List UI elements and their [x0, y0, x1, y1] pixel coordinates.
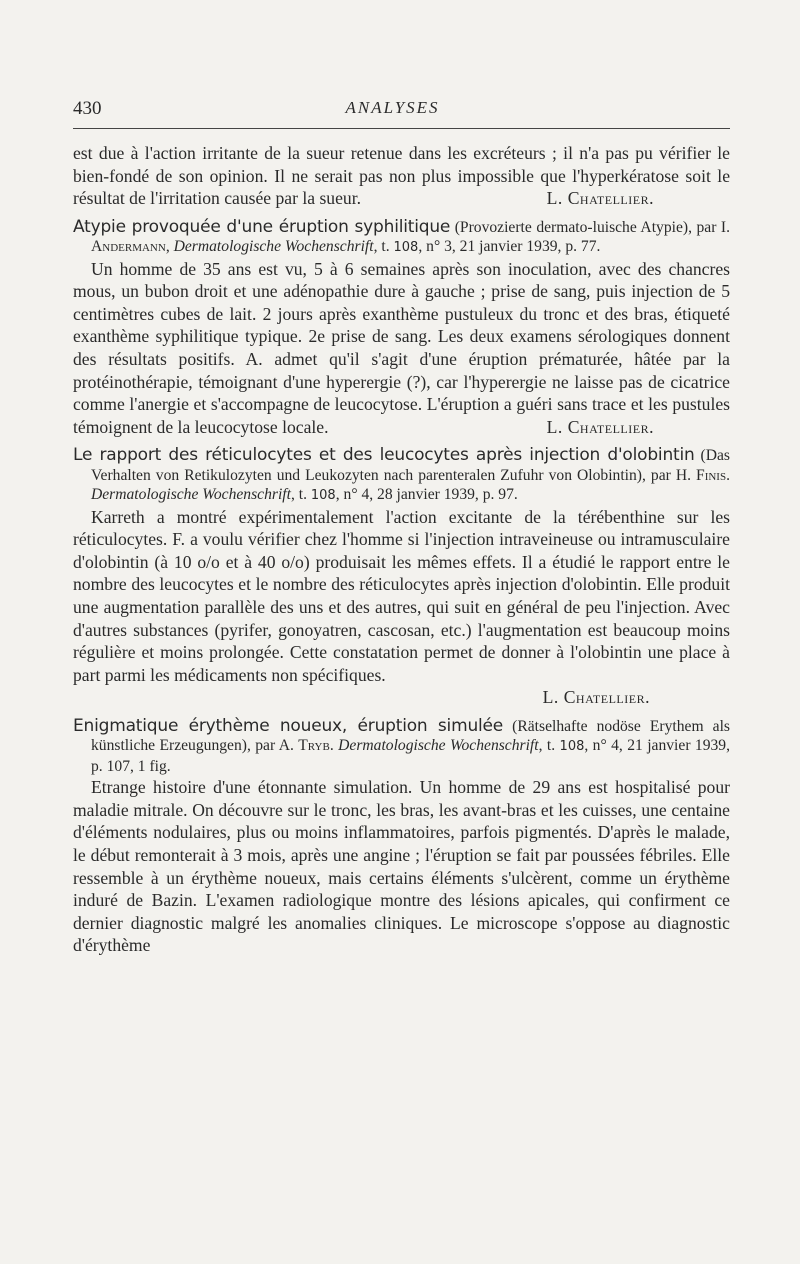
running-head [73, 98, 712, 122]
article-volume: 108 [310, 488, 336, 504]
article-title: Enigmatique érythème noueux, éruption simulée [73, 715, 504, 736]
page-number: 430 [73, 98, 102, 119]
ref-volume-prefix: , t. [373, 238, 394, 256]
ref-separator: . [329, 737, 339, 755]
article-author: Finis [696, 466, 727, 484]
article-body-text: Etrange histoire d'une étonnante simulation. Un homme de 29 ans est hospitalisé pour maladie mitrale. On découvre sur le tronc, les bras, les avant-bras et les cuisses, une centaine d'éléments nodulaires, plus ou moins inflammatoires, parfois pigmentés. D'après le malade, le début remonterait à 3 mois, après une angine ; l'éruption se fait par poussées fébriles. Elle ressemble à un érythème noueux, mais certains éléments s'ulcèrent, comme un érythème induré de Bazin. L'examen radiologique montre des lésions apicales, qui confirment ce dernier diagnostic malgré les anomalies cliniques. Le microscope s'oppose au diagnostic d'érythème [73, 777, 730, 956]
article-body [73, 506, 730, 687]
article-body [73, 776, 730, 957]
article-title: Le rapport des réticulocytes et des leucocytes après injection d'olobintin [73, 445, 695, 466]
article-journal: Dermatologische Wochenschrift [91, 486, 291, 504]
article-author: Tryb [298, 737, 330, 755]
article-volume: 108 [393, 240, 419, 256]
intro-text: est due à l'action irritante de la sueur retenue dans les excréteurs ; il n'a pas pu vérifier le bien-fondé de son opinion. Il ne serait pas non plus impossible que l'hyperkératose soit le résultat de l'irritation causée par la sueur. [73, 143, 730, 209]
article-ref-tail: , n° 4, 21 janvier 1939, p. 107, 1 fig. [91, 737, 730, 775]
article-ref-tail: , n° 4, 28 janvier 1939, p. 97. [335, 486, 518, 504]
article-body-text: Un homme de 35 ans est vu, 5 à 6 semaines après son inoculation, avec des chancres mous, un bubon droit et une adénopathie dure à gauche ; prise de sang, puis injection de 5 centimètres cubes de lait. 2 jours après exanthème pustuleux du tronc et des bras, étiqueté exanthème syphilitique typique. 2e prise de sang. Les deux examens sérologiques donnent des résultats positifs. A. admet qu'il s'agit d'une éruption prématurée, hâtée par la protéinothérapie, témoignant d'une hyperergie (?), car l'hyperergie ne laisse pas de cicatrice comme l'anergie et s'accompagne de leucocytose. L'éruption a guéri sans trace et les pustules témoignent de la leucocytose locale. [73, 258, 730, 437]
ref-separator: , [165, 238, 174, 256]
article-signature: L. Chatellier. [546, 416, 654, 437]
ref-separator: . [726, 466, 730, 484]
ref-volume-prefix: , t. [290, 486, 311, 504]
article-original-title: (Rätselhafte nodöse Erythem als künstliche Erzeugungen), par A. [91, 717, 730, 755]
ref-volume-prefix: , t. [538, 737, 560, 755]
article-journal: Dermatologische Wochenschrift [173, 238, 374, 256]
article-atypie [73, 218, 730, 439]
article-original-title: (Provozierte dermato-luische Atypie), par I. [454, 218, 731, 236]
article-reticulocytes [73, 446, 730, 709]
intro-paragraph [73, 142, 730, 210]
article-signature: L. Chatellier. [542, 687, 650, 708]
running-title: ANALYSES [345, 98, 440, 117]
article-author: Andermann [91, 238, 166, 256]
article-title: Atypie provoquée d'une éruption syphilitique [73, 216, 451, 237]
article-reference [73, 446, 730, 505]
article-erytheme [73, 717, 730, 957]
article-body-text: Karreth a montré expérimentalement l'action excitante de la térébenthine sur les réticulocytes. F. a voulu vérifier chez l'homme si l'injection intraveineuse ou intramusculaire d'olobintin (à 10 o/o et à 40 o/o) produisait les mêmes effets. Il a étudié le rapport entre le nombre des leucocytes et le nombre des réticulocytes après injection d'olobintin. Elle produit une augmentation parallèle des uns et des autres, qui suit en général de peu l'injection. Avec d'autres substances (pyrifer, gonoyatren, cascosan, etc.) l'augmentation est beaucoup moins régulière et moins prolongée. Cette constatation permet de donner à l'olobintin une place à part parmi les médicaments non spécifiques. [73, 506, 730, 685]
page-content [73, 142, 730, 957]
article-reference [73, 717, 730, 776]
intro-signature: L. Chatellier. [546, 188, 654, 209]
article-volume: 108 [559, 739, 585, 755]
header-rule [73, 128, 730, 129]
article-original-title: (Das Verhalten von Retikulozyten und Leukozyten nach parenteralen Zufuhr von Olobintin), par H. [91, 447, 730, 484]
article-body [73, 258, 730, 439]
article-ref-tail: , n° 3, 21 janvier 1939, p. 77. [418, 238, 601, 256]
article-journal: Dermatologische Wochenschrift [338, 737, 539, 755]
article-reference [73, 218, 730, 258]
